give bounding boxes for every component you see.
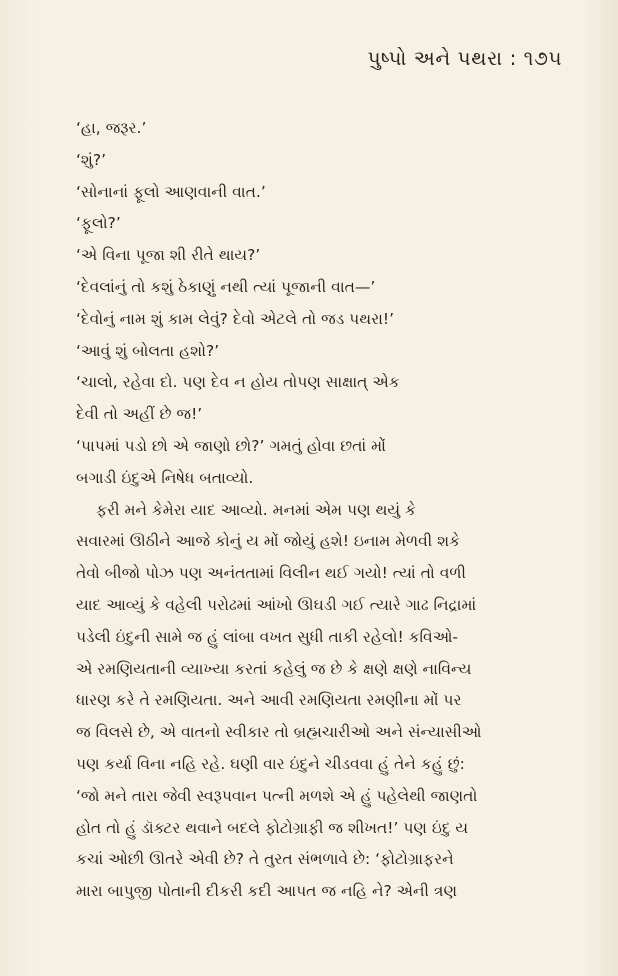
text-line: કચાં ઓછી ઊતરે એવી છે? તે તુરત સંભળાવે છે: ‘ફોટોગ્રાફરને [76,850,454,869]
text-line: સવારમાં ઊઠીને આજે કોનું ય મોં જોયું હશે! ઇનામ મેળવી શકે [76,532,461,551]
text-line: ‘દેવોનું નામ શું કામ લેવું? દેવો એટલે તો જડ પથરા!’ [76,309,395,328]
text-line: મારા બાપુજી પોતાની દીકરી કદી આપત જ નહિ ને? એની ત્રણ [76,882,457,901]
text-line: ‘ફૂલો?’ [76,214,121,233]
running-header: પુષ્પો અને પથરા : ૧૭૫ [367,46,562,70]
text-line: ‘પાપમાં પડો છો એ જાણો છો?’ ગમતું હોવા છતાં મોં [76,436,386,455]
text-line: ફરી મને કેમેરા યાદ આવ્યો. મનમાં એમ પણ થયું કે [96,500,416,519]
text-line: પડેલી ઇંદુની સામે જ હું લાંબા વખત સુધી તાકી રહેલો! કવિઓ- [76,627,459,646]
text-line: હોત તો હું ડૉક્ટર થવાને બદલે ફોટોગ્રાફી જ શીખત!’ પણ ઇંદુ ય [76,818,469,837]
text-line: ‘ચાલો, રહેવા દો. પણ દેવ ન હોય તોપણ સાક્ષાત્ એક [76,373,400,392]
text-line: ‘દેવલાંનું તો કશું ઠેકાણું નથી ત્યાં પૂજાની વાત—’ [76,277,376,296]
text-line: ‘આવું શું બોલતા હશો?’ [76,341,220,360]
text-line: ધારણ કરે તે રમણિયતા. અને આવી રમણિયતા રમણીના મોં પર [76,691,462,710]
body-text [76,113,560,908]
text-line: દેવી તો અહીં છે જ!’ [76,405,203,424]
text-line: ‘શું?’ [76,150,107,169]
text-line: ‘હા, જરૂર.’ [76,119,147,137]
text-line: ‘એ વિના પૂજા શી રીતે થાય?’ [76,246,261,265]
text-line: બગાડી ઇંદુએ નિષેધ બતાવ્યો. [76,468,254,487]
text-line: જ વિલસે છે, એ વાતનો સ્વીકાર તો બ્રહ્મચારીઓ અને સંન્યાસીઓ [76,723,482,742]
text-line: ‘સોનાનાં ફૂલો આણવાની વાત.’ [76,182,266,201]
text-line: યાદ આવ્યું કે વહેલી પરોઢમાં આંખો ઊઘડી ગઈ ત્યારે ગાઢ નિદ્રામાં [76,595,477,614]
text-line: તેવો બીજો પોઝ પણ અનંતતામાં વિલીન થઈ ગયો! ત્યાં તો વળી [76,564,466,583]
text-line: ‘જો મને તારા જેવી સ્વરૂપવાન પત્ની મળશે એ હું પહેલેથી જાણતો [76,786,478,805]
text-line: એ રમણિયતાની વ્યાખ્યા કરતાં કહેલું જ છે કે ક્ષણે ક્ષણે નાવિન્ય [76,659,472,678]
text-line: પણ કર્યા વિના નહિ રહે. ઘણી વાર ઇંદુને ચીડવવા હું તેને કહું છું: [76,754,465,773]
